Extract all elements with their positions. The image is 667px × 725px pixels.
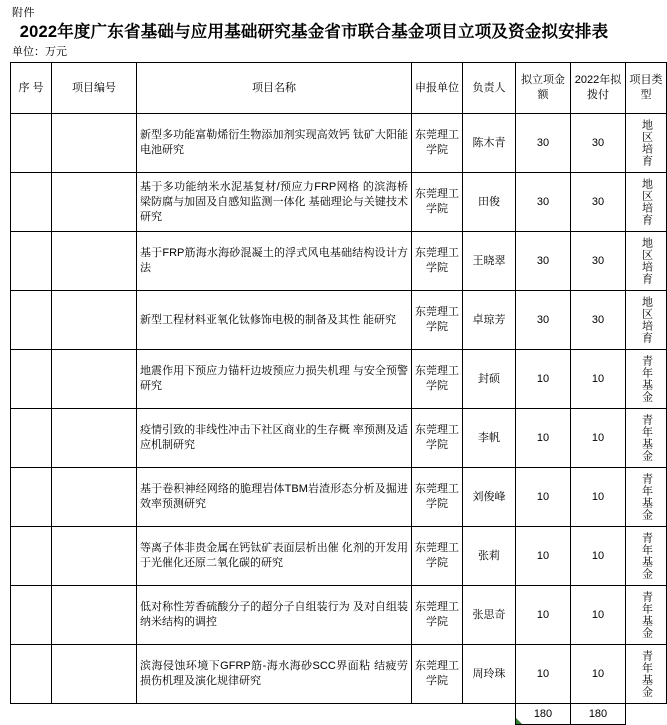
cell-alloc: 10 <box>571 409 626 468</box>
total-blank-seq <box>11 704 52 725</box>
cell-name: 滨海侵蚀环境下GFRP筋-海水海砂SCC界面粘 结疲劳损伤机理及演化规律研究 <box>137 645 412 704</box>
cell-alloc: 10 <box>571 527 626 586</box>
cell-leader: 张莉 <box>463 527 516 586</box>
cell-code <box>52 645 137 704</box>
cell-type: 青年基金 <box>626 645 667 704</box>
cell-seq <box>11 350 52 409</box>
total-amount: 180 <box>516 704 571 725</box>
cell-alloc: 10 <box>571 350 626 409</box>
project-table <box>10 62 667 725</box>
cell-code <box>52 173 137 232</box>
cell-code <box>52 527 137 586</box>
cell-leader: 刘俊峰 <box>463 468 516 527</box>
cell-seq <box>11 291 52 350</box>
cell-name: 新型多功能富勒烯衍生物添加剂实现高效钙 钛矿大阳能电池研究 <box>137 114 412 173</box>
cell-type: 青年基金 <box>626 586 667 645</box>
column-header-leader: 负责人 <box>463 63 516 114</box>
cell-amount: 10 <box>516 350 571 409</box>
column-header-code: 项目编号 <box>52 63 137 114</box>
cell-amount: 30 <box>516 291 571 350</box>
cell-name: 等离子体非贵金属在钙钛矿表面层析出催 化剂的开发用于光催化还原二氧化碳的研究 <box>137 527 412 586</box>
cell-alloc: 30 <box>571 114 626 173</box>
column-header-name: 项目名称 <box>137 63 412 114</box>
cell-seq <box>11 586 52 645</box>
cell-unit: 东莞理工学院 <box>412 468 463 527</box>
cell-seq <box>11 468 52 527</box>
cell-alloc: 10 <box>571 468 626 527</box>
column-header-amount: 拟立项金额 <box>516 63 571 114</box>
cell-amount: 10 <box>516 645 571 704</box>
cell-type: 青年基金 <box>626 468 667 527</box>
cell-amount: 30 <box>516 232 571 291</box>
cell-alloc: 30 <box>571 232 626 291</box>
table-row <box>11 291 667 350</box>
cell-amount: 10 <box>516 527 571 586</box>
cell-name: 疫情引致的非线性冲击下社区商业的生存概 率预测及适应机制研究 <box>137 409 412 468</box>
cell-code <box>52 114 137 173</box>
total-blank-code <box>52 704 137 725</box>
cell-unit: 东莞理工学院 <box>412 586 463 645</box>
table-row <box>11 586 667 645</box>
cell-code <box>52 291 137 350</box>
attachment-label: 附件 <box>12 7 35 19</box>
cell-type: 青年基金 <box>626 409 667 468</box>
cell-name: 地震作用下预应力锚杆边坡预应力损失机理 与安全预警研究 <box>137 350 412 409</box>
cell-unit: 东莞理工学院 <box>412 291 463 350</box>
cell-name: 基于卷积神经网络的脆理岩体TBM岩渣形态分析及掘进效率预测研究 <box>137 468 412 527</box>
table-row <box>11 173 667 232</box>
cell-amount: 10 <box>516 409 571 468</box>
column-header-alloc: 2022年拟拨付 <box>571 63 626 114</box>
column-header-seq: 序 号 <box>11 63 52 114</box>
cell-code <box>52 232 137 291</box>
cell-amount: 10 <box>516 468 571 527</box>
total-blank-leader <box>463 704 516 725</box>
cell-amount: 10 <box>516 586 571 645</box>
cell-amount: 30 <box>516 114 571 173</box>
table-row <box>11 527 667 586</box>
cell-seq <box>11 232 52 291</box>
table-row <box>11 409 667 468</box>
cell-leader: 张思奇 <box>463 586 516 645</box>
page-title: 2022年度广东省基础与应用基础研究基金省市联合基金项目立项及资金拟安排表 <box>19 23 609 41</box>
cell-leader: 周玲珠 <box>463 645 516 704</box>
cell-alloc: 10 <box>571 586 626 645</box>
cell-leader: 王晓翠 <box>463 232 516 291</box>
cell-type: 地区培育 <box>626 114 667 173</box>
cell-code <box>52 468 137 527</box>
cell-leader: 李帆 <box>463 409 516 468</box>
total-alloc: 180 <box>571 704 626 725</box>
cell-type: 地区培育 <box>626 291 667 350</box>
table-row <box>11 114 667 173</box>
cell-unit: 东莞理工学院 <box>412 409 463 468</box>
cell-seq <box>11 645 52 704</box>
cell-seq <box>11 114 52 173</box>
table-header <box>11 63 667 114</box>
cell-unit: 东莞理工学院 <box>412 350 463 409</box>
cell-unit: 东莞理工学院 <box>412 114 463 173</box>
cell-type: 青年基金 <box>626 350 667 409</box>
cell-leader: 陈木青 <box>463 114 516 173</box>
cell-leader: 封硕 <box>463 350 516 409</box>
table-total-row <box>11 704 667 725</box>
table-header-row <box>11 63 667 114</box>
table-row <box>11 232 667 291</box>
cell-leader: 卓琼芳 <box>463 291 516 350</box>
cell-unit: 东莞理工学院 <box>412 527 463 586</box>
table-row <box>11 350 667 409</box>
cell-alloc: 10 <box>571 645 626 704</box>
unit-note: 单位：万元 <box>12 46 67 58</box>
comment-marker-icon <box>516 718 522 724</box>
cell-amount: 30 <box>516 173 571 232</box>
cell-leader: 田俊 <box>463 173 516 232</box>
cell-seq <box>11 173 52 232</box>
total-blank-unit <box>412 704 463 725</box>
cell-alloc: 30 <box>571 173 626 232</box>
cell-code <box>52 586 137 645</box>
cell-unit: 东莞理工学院 <box>412 232 463 291</box>
cell-name: 基于多功能纳米水泥基复材/预应力FRP网格 的滨海桥梁防腐与加固及自感知监测一体化 基础理论与关键技术研究 <box>137 173 412 232</box>
cell-code <box>52 350 137 409</box>
column-header-unit: 申报单位 <box>412 63 463 114</box>
cell-name: 低对称性芳香硫酸分子的超分子自组装行为 及对自组装纳米结构的调控 <box>137 586 412 645</box>
cell-type: 青年基金 <box>626 527 667 586</box>
table-row <box>11 468 667 527</box>
total-blank-type <box>626 704 667 725</box>
cell-alloc: 30 <box>571 291 626 350</box>
table-body <box>11 114 667 725</box>
column-header-type: 项目类型 <box>626 63 667 114</box>
cell-code <box>52 409 137 468</box>
cell-name: 基于FRP筋海水海砂混凝土的浮式风电基础结构设计方法 <box>137 232 412 291</box>
cell-unit: 东莞理工学院 <box>412 173 463 232</box>
cell-type: 地区培育 <box>626 232 667 291</box>
total-blank-name <box>137 704 412 725</box>
cell-seq <box>11 409 52 468</box>
cell-type: 地区培育 <box>626 173 667 232</box>
cell-seq <box>11 527 52 586</box>
cell-name: 新型工程材料亚氧化钛修饰电极的制备及其性 能研究 <box>137 291 412 350</box>
table-row <box>11 645 667 704</box>
cell-unit: 东莞理工学院 <box>412 645 463 704</box>
